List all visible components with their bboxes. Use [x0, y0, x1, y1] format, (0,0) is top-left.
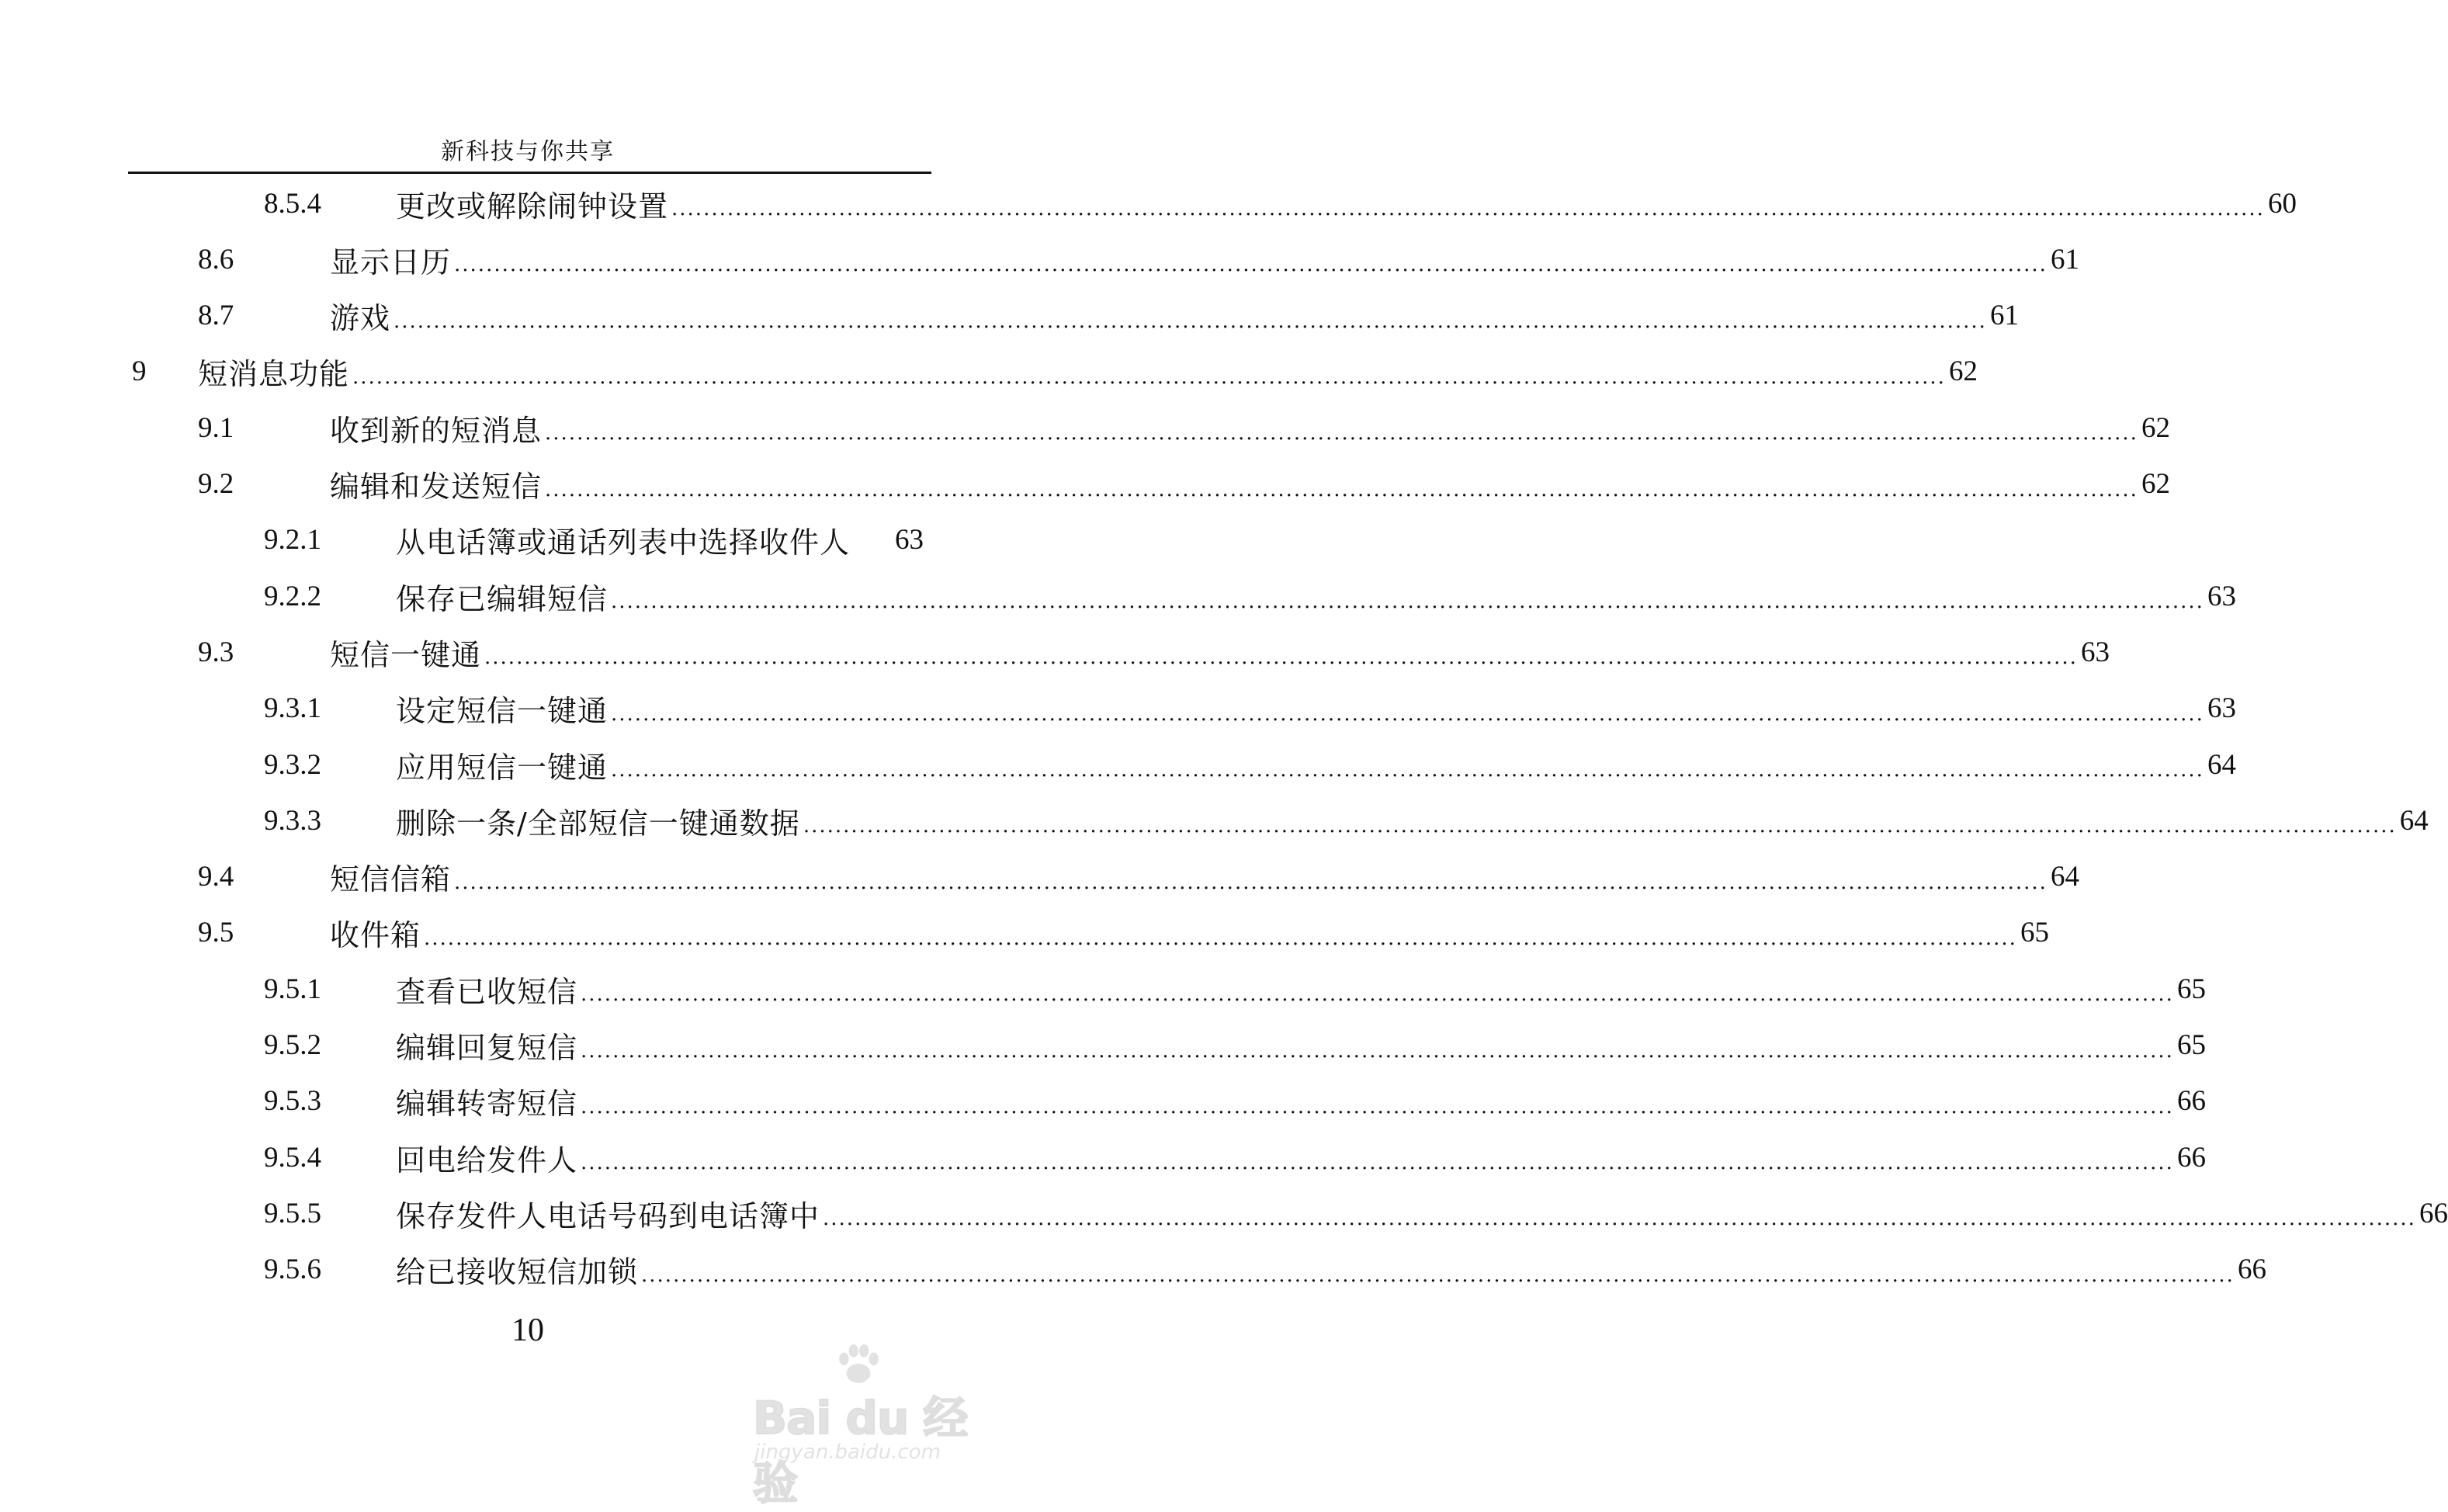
toc-entry-number: 9 [132, 355, 147, 388]
toc-entry-page: 65 [2176, 973, 2206, 1005]
toc-entry-page: 66 [2419, 1197, 2448, 1229]
toc-leader-dots: ........................................................................................................................................................................................................ [611, 590, 2204, 614]
toc-leader-dots: ........................................................................................................................................................................................................ [545, 421, 2138, 446]
toc-entry-title: 编辑转寄短信 [396, 1087, 578, 1122]
page-header-title: 新科技与你共享 [441, 138, 615, 165]
toc-entry-page: 62 [1948, 355, 1978, 388]
toc-entry [198, 461, 2170, 508]
toc-entry-number: 9.5.5 [264, 1197, 321, 1229]
toc-entry-title: 收到新的短消息 [330, 413, 543, 448]
toc-entry [264, 966, 2206, 1012]
toc-leader-dots: ........................................................................................................................................................................................................ [394, 309, 1987, 333]
toc-entry-title: 收件箱 [330, 918, 421, 953]
toc-entry-title: 显示日历 [330, 244, 452, 279]
toc-entry [264, 741, 2236, 788]
toc-entry-number: 9.3.2 [264, 748, 321, 781]
toc-entry-page: 65 [2176, 1029, 2206, 1061]
toc-entry-page: 65 [2020, 917, 2049, 949]
toc-entry-page: 66 [2176, 1141, 2206, 1174]
toc-entry-number: 9.2.2 [264, 580, 321, 612]
toc-entry [198, 910, 2049, 956]
toc-leader-dots: ........................................................................................................................................................................................................ [803, 814, 2397, 838]
toc-leader-dots: ........................................................................................................................................................................................................ [581, 1151, 2174, 1175]
toc-entry-number: 9.5.2 [264, 1029, 321, 1061]
toc-entry-number: 9.2 [198, 468, 234, 500]
toc-entry-title: 更改或解除闹钟设置 [396, 189, 669, 224]
toc-leader-dots: ........................................................................................................................................................................................................ [581, 1094, 2174, 1118]
toc-entry-number: 8.5.4 [264, 187, 321, 220]
toc-entry [264, 685, 2236, 732]
toc-entry-page: 60 [2267, 187, 2297, 220]
page-number: 10 [511, 1313, 544, 1348]
watermark-url: jingyan.baidu.com [754, 1441, 941, 1464]
toc-leader-dots: ........................................................................................................................................................................................................ [611, 702, 2204, 726]
watermark-brand: Bai du 经验 [753, 1392, 968, 1510]
toc-entry-number: 9.2.1 [264, 524, 321, 557]
toc-entry-title: 短消息功能 [198, 357, 350, 392]
toc-entry-title: 回电给发件人 [396, 1143, 578, 1177]
toc-entry [132, 349, 1978, 395]
toc-entry [264, 797, 2429, 844]
toc-entry [264, 1190, 2448, 1236]
toc-entry-page: 62 [2141, 411, 2170, 444]
toc-entry-page: 62 [2141, 468, 2170, 500]
toc-entry-title: 编辑和发送短信 [330, 470, 543, 504]
toc-leader-dots: ........................................................................................................................................................................................................ [641, 1263, 2235, 1287]
toc-leader-dots: ........................................................................................................................................................................................................ [484, 646, 2078, 670]
toc-entry-title: 给已接收短信加锁 [396, 1255, 639, 1290]
toc-leader-dots: ........................................................................................................................................................................................................ [581, 983, 2174, 1007]
toc-entry-number: 9.5.1 [264, 973, 321, 1005]
toc-entry-number: 9.3.3 [264, 804, 321, 837]
toc-entry-page: 63 [2207, 580, 2236, 612]
toc-leader-dots: ........................................................................................................................................................................................................ [823, 1207, 2416, 1231]
toc-entry [264, 1134, 2206, 1181]
toc-entry [264, 180, 2297, 227]
toc-leader-dots: ........................................................................................................................................................................................................ [424, 926, 2017, 950]
toc-entry-title: 保存发件人电话号码到电话簿中 [396, 1198, 820, 1233]
toc-entry-page: 63 [895, 524, 924, 557]
toc-entry-number: 9.5.3 [264, 1085, 321, 1118]
toc-entry [264, 1022, 2206, 1069]
toc-entry-title: 游戏 [330, 301, 391, 336]
header-rule [128, 172, 931, 174]
toc-entry [264, 1247, 2266, 1293]
toc-entry-page: 64 [2207, 748, 2236, 781]
toc-entry-title: 短信信箱 [330, 862, 452, 897]
toc-entry-number: 9.1 [198, 411, 234, 444]
toc-leader-dots: ........................................................................................................................................................................................................ [454, 870, 2048, 894]
toc-entry-page: 66 [2176, 1085, 2206, 1118]
toc-entry [198, 629, 2110, 675]
toc-leader-dots: ........................................................................................................................................................................................................ [611, 758, 2204, 782]
toc-entry [264, 517, 924, 564]
toc-leader-dots: ........................................................................................................................................................................................................ [545, 477, 2138, 501]
toc-entry-number: 8.6 [198, 243, 234, 276]
toc-entry-title: 编辑回复短信 [396, 1031, 578, 1065]
toc-entry-title: 从电话簿或通话列表中选择收件人 [396, 525, 851, 560]
toc-entry [264, 1078, 2206, 1125]
toc-entry [264, 573, 2236, 619]
toc-entry-title: 短信一键通 [330, 637, 482, 672]
toc-entry-number: 9.5 [198, 917, 234, 949]
toc-entry [198, 854, 2079, 900]
toc-entry-title: 应用短信一键通 [396, 750, 609, 785]
toc-entry-page: 61 [2050, 243, 2079, 276]
toc-leader-dots: ........................................................................................................................................................................................................ [454, 253, 2048, 277]
toc-entry-page: 66 [2237, 1254, 2266, 1286]
toc-entry-number: 9.5.6 [264, 1254, 321, 1286]
toc-leader-dots [853, 557, 892, 564]
toc-entry-title: 保存已编辑短信 [396, 581, 609, 616]
toc-entry-number: 8.7 [198, 300, 234, 332]
toc-entry-number: 9.3.1 [264, 692, 321, 725]
toc-entry-page: 61 [1989, 300, 2019, 332]
toc-leader-dots: ........................................................................................................................................................................................................ [352, 365, 1946, 389]
toc-entry-number: 9.3 [198, 636, 234, 668]
toc-entry-title: 设定短信一键通 [396, 694, 609, 729]
toc-entry-number: 9.5.4 [264, 1141, 321, 1174]
toc-leader-dots: ........................................................................................................................................................................................................ [671, 197, 2265, 220]
toc-entry-page: 64 [2050, 861, 2079, 893]
toc-entry [198, 404, 2170, 451]
toc-entry-page: 64 [2399, 804, 2429, 837]
toc-entry-number: 9.4 [198, 861, 234, 893]
watermark [745, 1341, 1009, 1510]
toc-entry [198, 293, 2019, 339]
toc-entry-title: 删除一条/全部短信一键通数据 [396, 806, 800, 841]
toc-leader-dots: ........................................................................................................................................................................................................ [581, 1039, 2174, 1063]
toc-entry-page: 63 [2080, 636, 2110, 668]
toc-entry [198, 236, 2079, 283]
toc-entry-title: 查看已收短信 [396, 974, 578, 1009]
toc-entry-page: 63 [2207, 692, 2236, 725]
